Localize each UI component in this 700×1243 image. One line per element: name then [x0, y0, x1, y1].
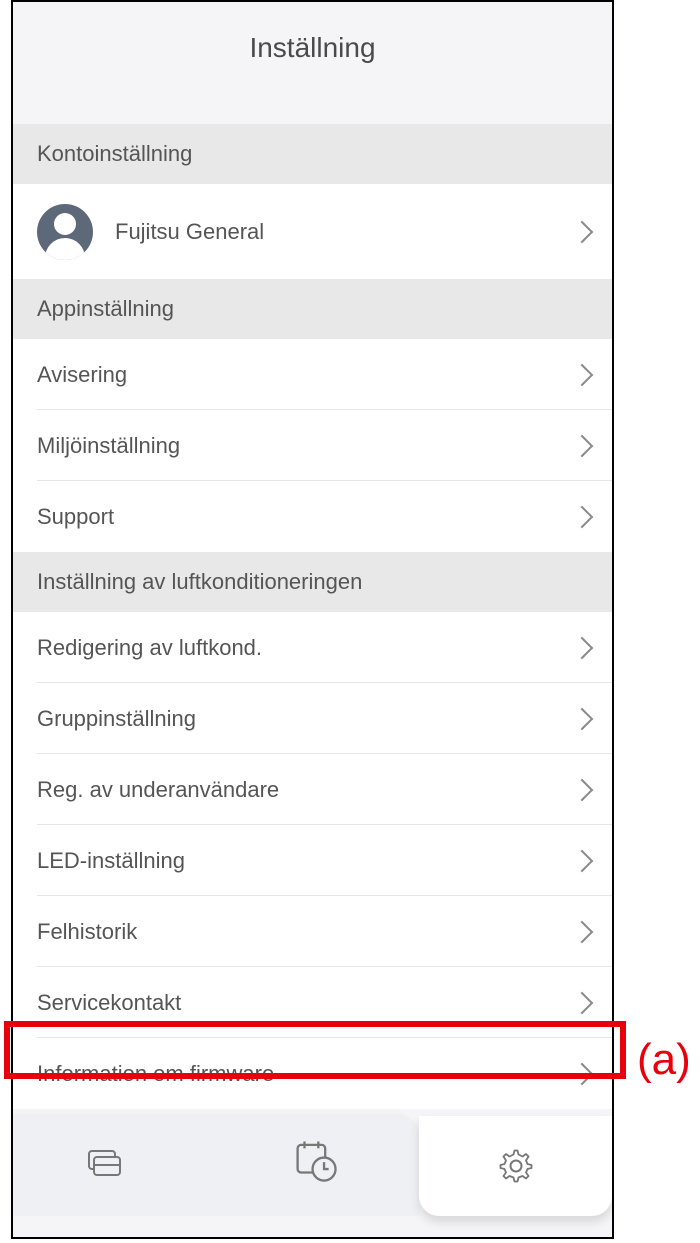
- row-support[interactable]: [13, 481, 612, 552]
- chevron-right-icon: [571, 505, 594, 528]
- chevron-right-icon: [571, 434, 594, 457]
- section-header-account: Kontoinställning: [13, 124, 612, 184]
- row-label: Redigering av luftkond.: [37, 635, 263, 660]
- settings-list: [13, 124, 612, 1109]
- gear-icon: [496, 1146, 536, 1186]
- row-label: Reg. av underanvändare: [37, 777, 280, 802]
- chevron-right-icon: [571, 636, 594, 659]
- chevron-right-icon: [571, 991, 594, 1014]
- timer-schedule-icon: [293, 1138, 339, 1184]
- row-sub-users[interactable]: [13, 754, 612, 825]
- chevron-right-icon: [571, 220, 594, 243]
- account-row[interactable]: [13, 184, 612, 279]
- row-label: Miljöinställning: [37, 433, 181, 458]
- row-label: Information om firmware: [37, 1061, 275, 1086]
- chevron-right-icon: [571, 849, 594, 872]
- row-label: Felhistorik: [37, 919, 138, 944]
- row-label: LED-inställning: [37, 848, 185, 873]
- row-label: Support: [37, 504, 115, 529]
- avatar-head: [54, 213, 76, 235]
- row-label: Gruppinställning: [37, 706, 196, 731]
- row-notifications[interactable]: [13, 339, 612, 410]
- page-title: Inställning: [249, 32, 376, 63]
- row-environment-settings[interactable]: [13, 410, 612, 481]
- row-led-settings[interactable]: [13, 825, 612, 896]
- tab-settings[interactable]: [419, 1116, 612, 1216]
- tab-devices[interactable]: [85, 1144, 125, 1189]
- devices-icon: [85, 1144, 125, 1184]
- tab-bar: [13, 1116, 612, 1222]
- row-edit-aircon[interactable]: [13, 612, 612, 683]
- chevron-right-icon: [571, 778, 594, 801]
- header: [13, 2, 612, 124]
- section-header-app: Appinställning: [13, 279, 612, 339]
- chevron-right-icon: [571, 707, 594, 730]
- avatar: [37, 204, 93, 260]
- highlight-box: [4, 1021, 626, 1079]
- row-label: Servicekontakt: [37, 990, 182, 1015]
- avatar-body: [45, 238, 85, 260]
- row-label: Avisering: [37, 362, 128, 387]
- tab-bar-unselected-area: [13, 1116, 419, 1216]
- section-header-aircon: Inställning av luftkonditioneringen: [13, 552, 612, 612]
- tab-timer[interactable]: [293, 1138, 339, 1189]
- chevron-right-icon: [571, 920, 594, 943]
- row-error-history[interactable]: [13, 896, 612, 967]
- account-name: Fujitsu General: [115, 219, 265, 244]
- annotation-label: (a): [637, 1035, 691, 1084]
- row-group-settings[interactable]: [13, 683, 612, 754]
- chevron-right-icon: [571, 363, 594, 386]
